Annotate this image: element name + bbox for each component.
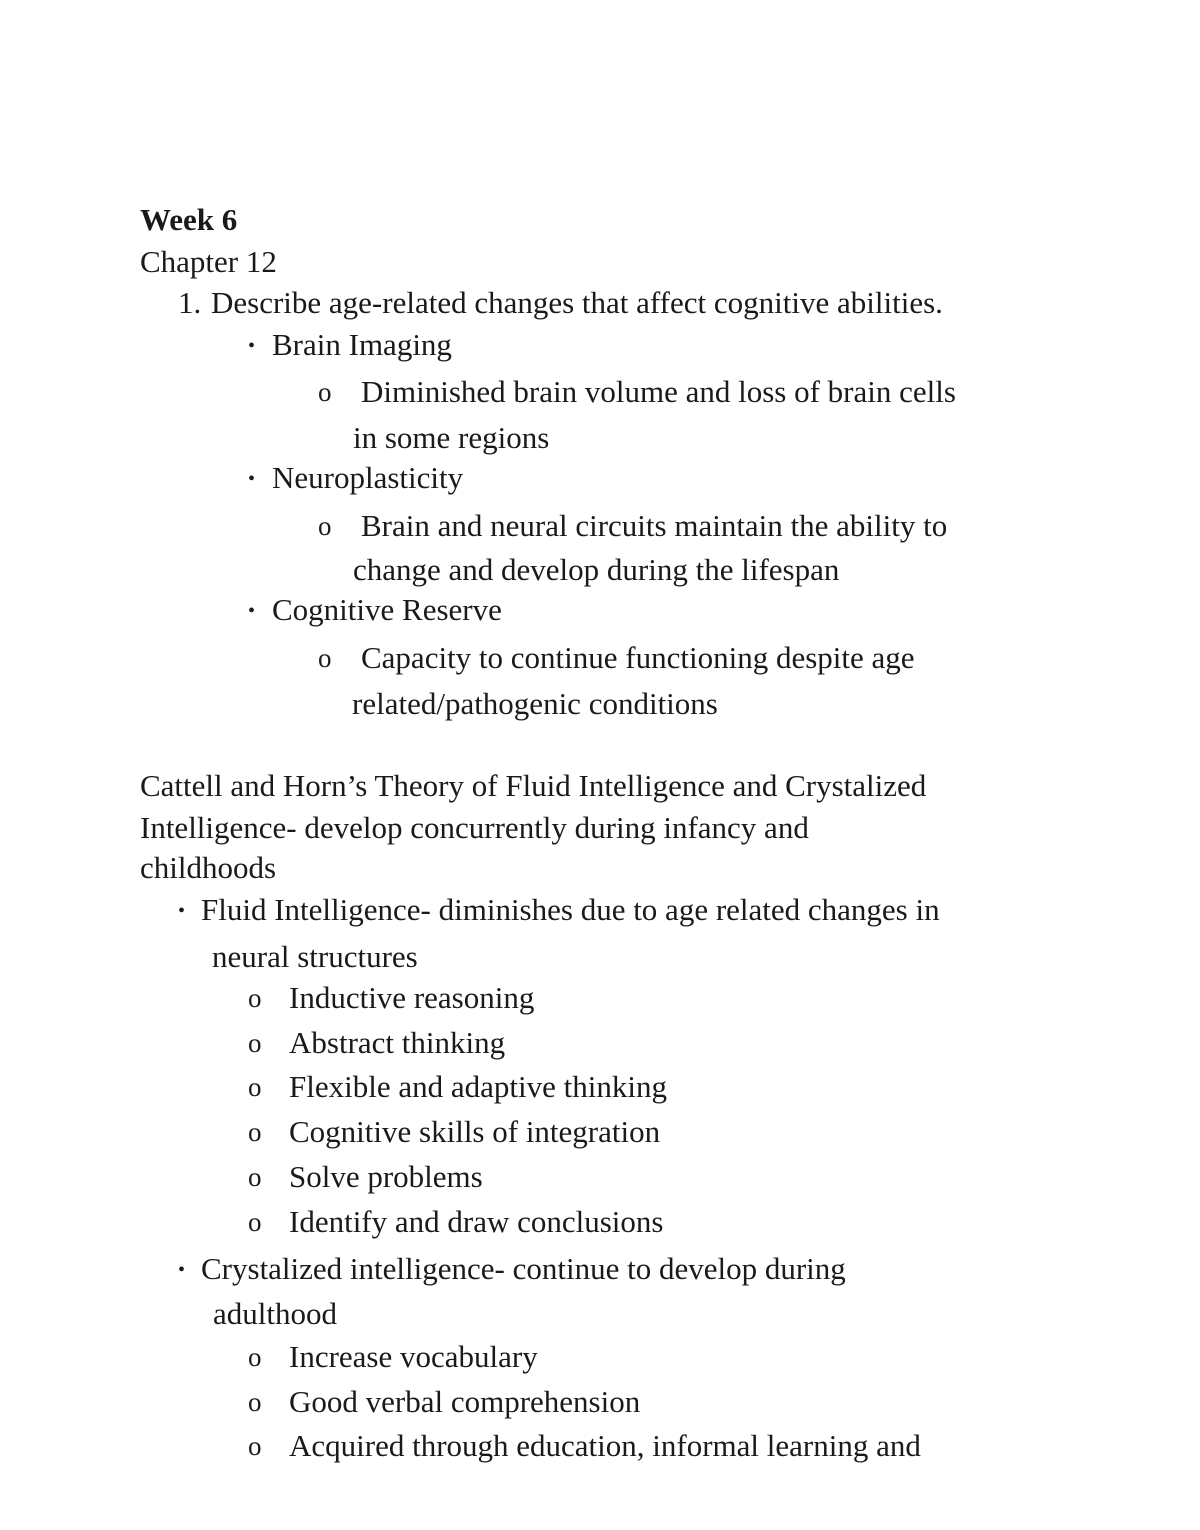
list-item-label: Fluid Intelligence- diminishes due to age related changes in	[201, 892, 940, 927]
sub-item-text: Diminished brain volume and loss of brain cells	[361, 374, 956, 409]
bullet-icon: •	[248, 600, 256, 622]
bullet-icon: •	[248, 335, 256, 357]
sub-item-text: Flexible and adaptive thinking	[289, 1069, 667, 1104]
list-item-label: neural structures	[212, 939, 418, 974]
sub-item-text: Identify and draw conclusions	[289, 1204, 664, 1239]
sub-item-text: Cognitive skills of integration	[289, 1114, 661, 1149]
bullet-icon: •	[178, 1259, 186, 1281]
circle-bullet-icon: o	[318, 643, 332, 673]
list-item-label: adulthood	[213, 1296, 337, 1331]
sub-item-text: in some regions	[353, 420, 550, 455]
sub-item-text: Capacity to continue functioning despite age	[361, 640, 915, 675]
sub-item-text: Abstract thinking	[289, 1025, 506, 1060]
circle-bullet-icon: o	[248, 983, 262, 1013]
circle-bullet-icon: o	[248, 1072, 262, 1102]
paragraph-line: Cattell and Horn’s Theory of Fluid Intelligence and Crystalized	[140, 768, 927, 803]
paragraph-line: Intelligence- develop concurrently during infancy and	[140, 810, 809, 845]
sub-item-text: Good verbal comprehension	[289, 1384, 641, 1419]
sub-item-text: Acquired through education, informal learning and	[289, 1428, 921, 1463]
list-item-label: Crystalized intelligence- continue to develop during	[201, 1251, 846, 1286]
sub-item-text: Increase vocabulary	[289, 1339, 538, 1374]
chapter-heading: Chapter 12	[140, 244, 277, 279]
sub-item-text: Brain and neural circuits maintain the ability to	[361, 508, 948, 543]
circle-bullet-icon: o	[248, 1162, 262, 1192]
circle-bullet-icon: o	[248, 1117, 262, 1147]
paragraph-line: childhoods	[140, 850, 277, 885]
circle-bullet-icon: o	[248, 1342, 262, 1372]
sub-item-text: change and develop during the lifespan	[353, 552, 840, 587]
list-item-label: Cognitive Reserve	[272, 592, 502, 627]
circle-bullet-icon: o	[248, 1431, 262, 1461]
doc-title: Week 6	[140, 202, 238, 237]
circle-bullet-icon: o	[318, 377, 332, 407]
sub-item-text: Solve problems	[289, 1159, 483, 1194]
circle-bullet-icon: o	[248, 1028, 262, 1058]
circle-bullet-icon: o	[248, 1207, 262, 1237]
sub-item-text: Inductive reasoning	[289, 980, 535, 1015]
sub-item-text: related/pathogenic conditions	[352, 686, 718, 721]
circle-bullet-icon: o	[248, 1387, 262, 1417]
list-item-label: Neuroplasticity	[272, 460, 464, 495]
circle-bullet-icon: o	[318, 511, 332, 541]
bullet-icon: •	[248, 468, 256, 490]
bullet-icon: •	[178, 900, 186, 922]
question-number: 1.	[178, 285, 202, 320]
question-text: Describe age-related changes that affect cognitive abilities.	[211, 285, 943, 320]
list-item-label: Brain Imaging	[272, 327, 452, 362]
